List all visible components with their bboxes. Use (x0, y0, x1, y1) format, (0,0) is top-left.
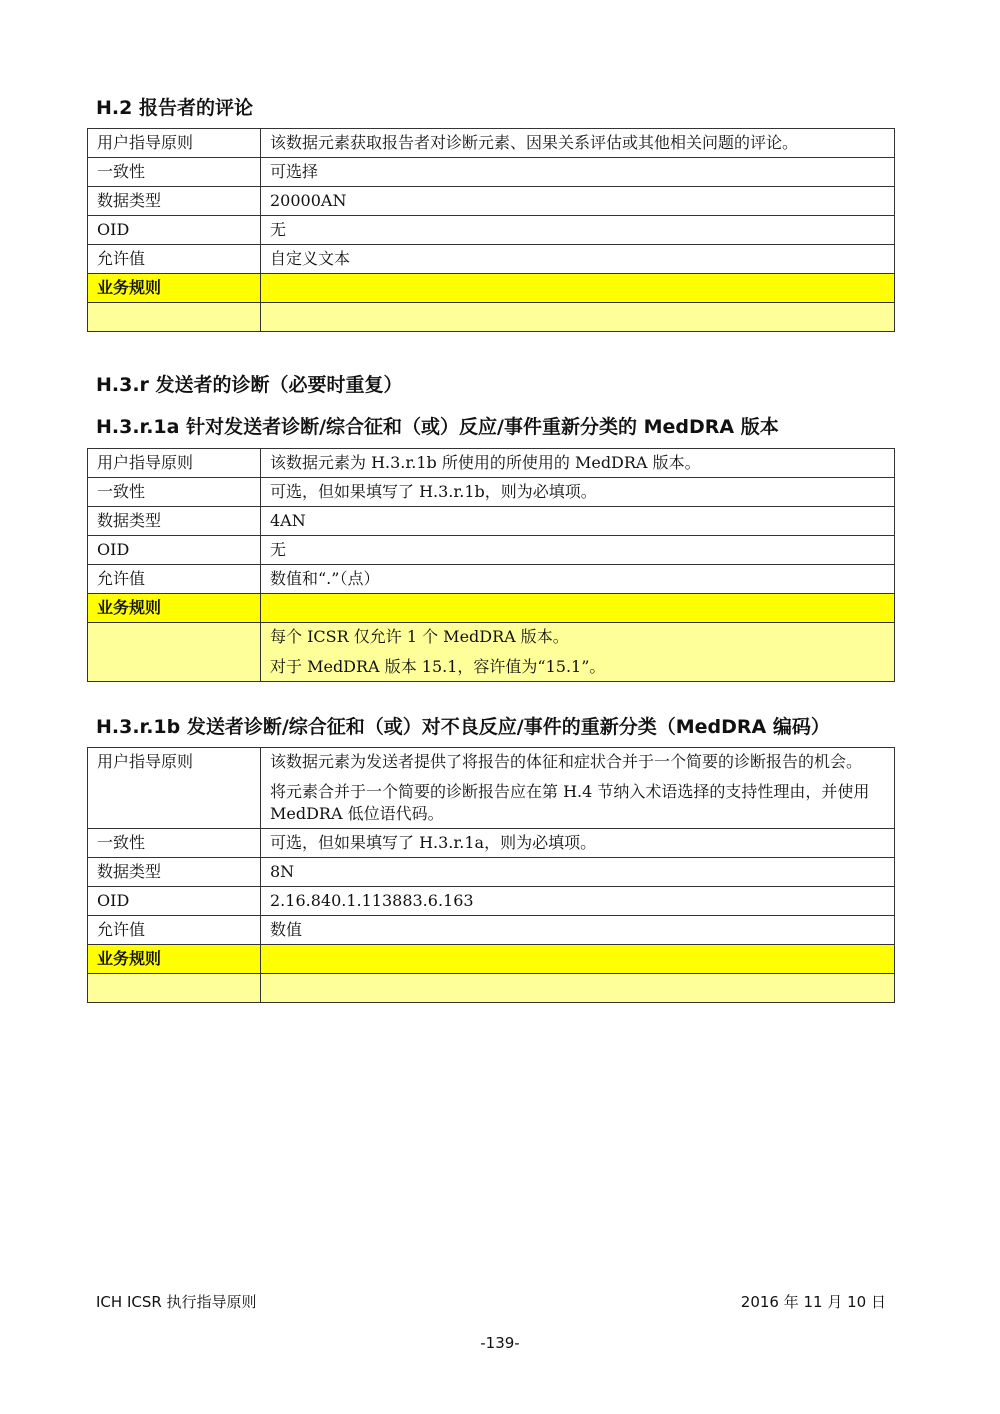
section-title-h3r1b: H.3.r.1b 发送者诊断/综合征和（或）对不良反应/事件的重新分类（MedDRA 编码） (96, 716, 830, 738)
table-row (88, 216, 895, 245)
row-label: 数据类型 (88, 507, 261, 536)
table-row (88, 478, 895, 507)
row-label: 用户指导原则 (88, 449, 261, 478)
row-label: 一致性 (88, 478, 261, 507)
business-rule-item: 每个 ICSR 仅允许 1 个 MedDRA 版本。 (270, 627, 569, 646)
row-value: 可选，但如果填写了 H.3.r.1b，则为必填项。 (261, 478, 895, 507)
row-label: 数据类型 (88, 187, 261, 216)
section-title-h3r1a: H.3.r.1a 针对发送者诊断/综合征和（或）反应/事件重新分类的 MedDRA 版本 (96, 416, 779, 438)
business-rules-body-row (88, 974, 895, 1003)
guideline-paragraph: 将元素合并于一个简要的诊断报告应在第 H.4 节纳入术语选择的支持性理由，并使用 MedDRA 低位语代码。 (270, 782, 870, 823)
row-value: 可选择 (261, 158, 895, 187)
table-row (88, 916, 895, 945)
business-rules-empty (261, 274, 895, 303)
table-row (88, 129, 895, 158)
business-rules-text (261, 623, 895, 682)
table-row (88, 449, 895, 478)
row-value: 无 (261, 536, 895, 565)
row-label: 允许值 (88, 916, 261, 945)
table-row (88, 507, 895, 536)
table-row (88, 565, 895, 594)
row-value (261, 748, 895, 829)
row-value: 数值和“.”（点） (261, 565, 895, 594)
table-row (88, 748, 895, 829)
page-number: -139- (480, 1334, 520, 1352)
table-row (88, 887, 895, 916)
business-rules-header-row (88, 594, 895, 623)
guideline-paragraph: 该数据元素为发送者提供了将报告的体征和症状合并于一个简要的诊断报告的机会。 (270, 752, 863, 771)
footer-title: ICH ICSR 执行指导原则 (96, 1293, 257, 1311)
row-value: 该数据元素获取报告者对诊断元素、因果关系评估或其他相关问题的评论。 (261, 129, 895, 158)
section-title-h3r: H.3.r 发送者的诊断（必要时重复） (96, 374, 403, 396)
row-label: OID (88, 887, 261, 916)
footer-date: 2016 年 11 月 10 日 (740, 1293, 886, 1311)
table-row (88, 858, 895, 887)
h3r1a-table (87, 448, 895, 682)
business-rules-label: 业务规则 (88, 594, 261, 623)
row-value: 4AN (261, 507, 895, 536)
table-row (88, 187, 895, 216)
row-value: 该数据元素为 H.3.r.1b 所使用的所使用的 MedDRA 版本。 (261, 449, 895, 478)
business-rules-label: 业务规则 (88, 274, 261, 303)
h2-table (87, 128, 895, 332)
business-rule-item: 对于 MedDRA 版本 15.1，容许值为“15.1”。 (270, 657, 606, 676)
row-label: 用户指导原则 (88, 129, 261, 158)
business-rules-empty (261, 594, 895, 623)
table-row (88, 158, 895, 187)
row-value: 可选，但如果填写了 H.3.r.1a，则为必填项。 (261, 829, 895, 858)
row-value: 自定义文本 (261, 245, 895, 274)
business-rules-header-row (88, 274, 895, 303)
row-value: 无 (261, 216, 895, 245)
row-value: 2.16.840.1.113883.6.163 (261, 887, 895, 916)
row-label: 一致性 (88, 829, 261, 858)
business-rules-body-row (88, 303, 895, 332)
business-rules-empty (261, 945, 895, 974)
row-label: OID (88, 216, 261, 245)
row-label: 用户指导原则 (88, 748, 261, 829)
row-label: 数据类型 (88, 858, 261, 887)
row-label: 允许值 (88, 245, 261, 274)
table-row (88, 245, 895, 274)
table-row (88, 536, 895, 565)
h3r1b-table (87, 747, 895, 1003)
business-rules-header-row (88, 945, 895, 974)
row-value: 8N (261, 858, 895, 887)
row-label: 允许值 (88, 565, 261, 594)
business-rules-body-row (88, 623, 895, 682)
row-value: 20000AN (261, 187, 895, 216)
row-label: 一致性 (88, 158, 261, 187)
row-value: 数值 (261, 916, 895, 945)
row-label: OID (88, 536, 261, 565)
business-rules-label: 业务规则 (88, 945, 261, 974)
table-row (88, 829, 895, 858)
section-title-h2: H.2 报告者的评论 (96, 97, 253, 119)
